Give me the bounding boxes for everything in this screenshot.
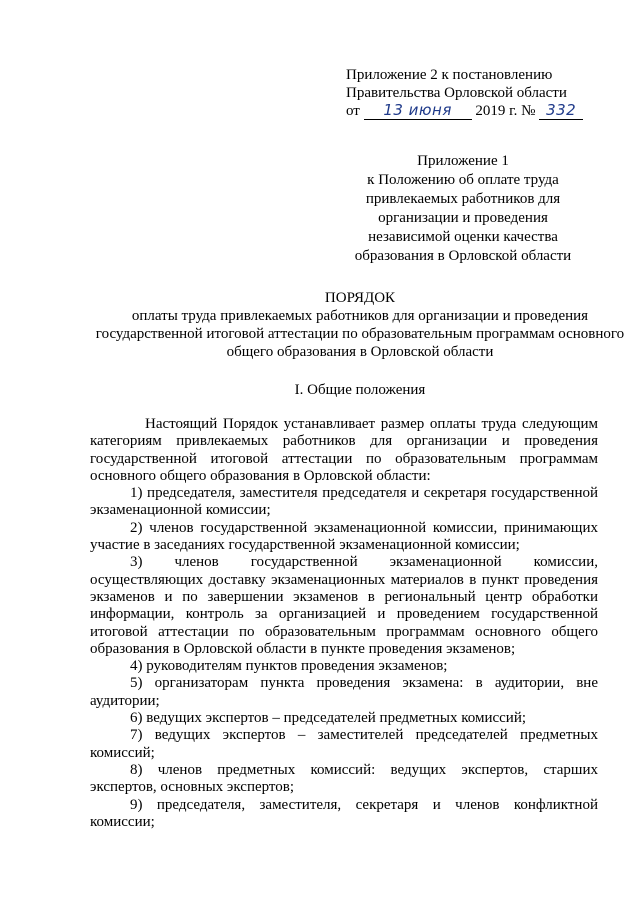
annex-1-line: Приложение 1 xyxy=(417,153,509,169)
list-item: 3) членов государственной экзаменационной комиссии, осуществляющих доставку экзаменационных материалов в пункт проведения экзаменов и по завершении экзаменов в региональный центр обработки информации, контроль за организацией и проведением государственной итоговой аттестации по образовательным программам основного общего образования в Орловской области в пункте проведения экзаменов; xyxy=(90,554,598,657)
annex-1-line: организации и проведения xyxy=(378,210,548,226)
list-item: 7) ведущих экспертов – заместителей председателей предметных комиссий; xyxy=(90,727,598,761)
list-item: 5) организаторам пункта проведения экзамена: в аудитории, вне аудитории; xyxy=(90,675,598,709)
document-body xyxy=(90,416,598,831)
annex-2-line2: Правительства Орловской области xyxy=(346,85,567,101)
annex-1-line: к Положению об оплате труда xyxy=(367,172,559,188)
annex-2-line1: Приложение 2 к постановлению xyxy=(346,67,553,83)
number-field xyxy=(539,103,583,120)
date-prefix: от xyxy=(346,103,360,119)
annex-2-line3 xyxy=(346,102,616,120)
annex-1-header xyxy=(348,152,578,266)
document-title: ПОРЯДОК xyxy=(324,290,396,306)
date-field xyxy=(364,103,472,120)
section-heading: I. Общие положения xyxy=(294,382,426,398)
handwritten-number: 332 xyxy=(546,101,577,119)
intro-paragraph: Настоящий Порядок устанавливает размер оплаты труда следующим категориям привлекаемых работников для организации и проведения государственной итоговой аттестации по образовательным программам основного общего образования в Орловской области: xyxy=(90,416,598,484)
list-item: 2) членов государственной экзаменационной комиссии, принимающих участие в заседаниях государственной экзаменационной комиссии; xyxy=(90,519,598,554)
list-item: 4) руководителям пунктов проведения экзаменов; xyxy=(130,658,448,675)
list-item: 1) председателя, заместителя председателя и секретаря государственной экзаменационной комиссии; xyxy=(90,485,598,519)
year-number-label: 2019 г. № xyxy=(475,103,536,119)
list-item: 9) председателя, заместителя, секретаря и членов конфликтной комиссии; xyxy=(90,796,598,830)
list-item: 8) членов предметных комиссий: ведущих экспертов, старших экспертов, основных экспертов; xyxy=(90,761,598,796)
handwritten-date: 13 июня xyxy=(383,101,452,119)
annex-1-line: привлекаемых работников для xyxy=(365,191,561,207)
annex-1-line: независимой оценки качества xyxy=(368,229,558,245)
annex-2-header xyxy=(346,66,616,120)
list-item: 6) ведущих экспертов – председателей предметных комиссий; xyxy=(130,710,527,727)
annex-1-line: образования в Орловской области xyxy=(354,248,572,264)
document-subtitle: оплаты труда привлекаемых работников для организации и проведения государственной итоговой аттестации по образовательным программам основного общего образования в Орловской области xyxy=(95,308,625,360)
